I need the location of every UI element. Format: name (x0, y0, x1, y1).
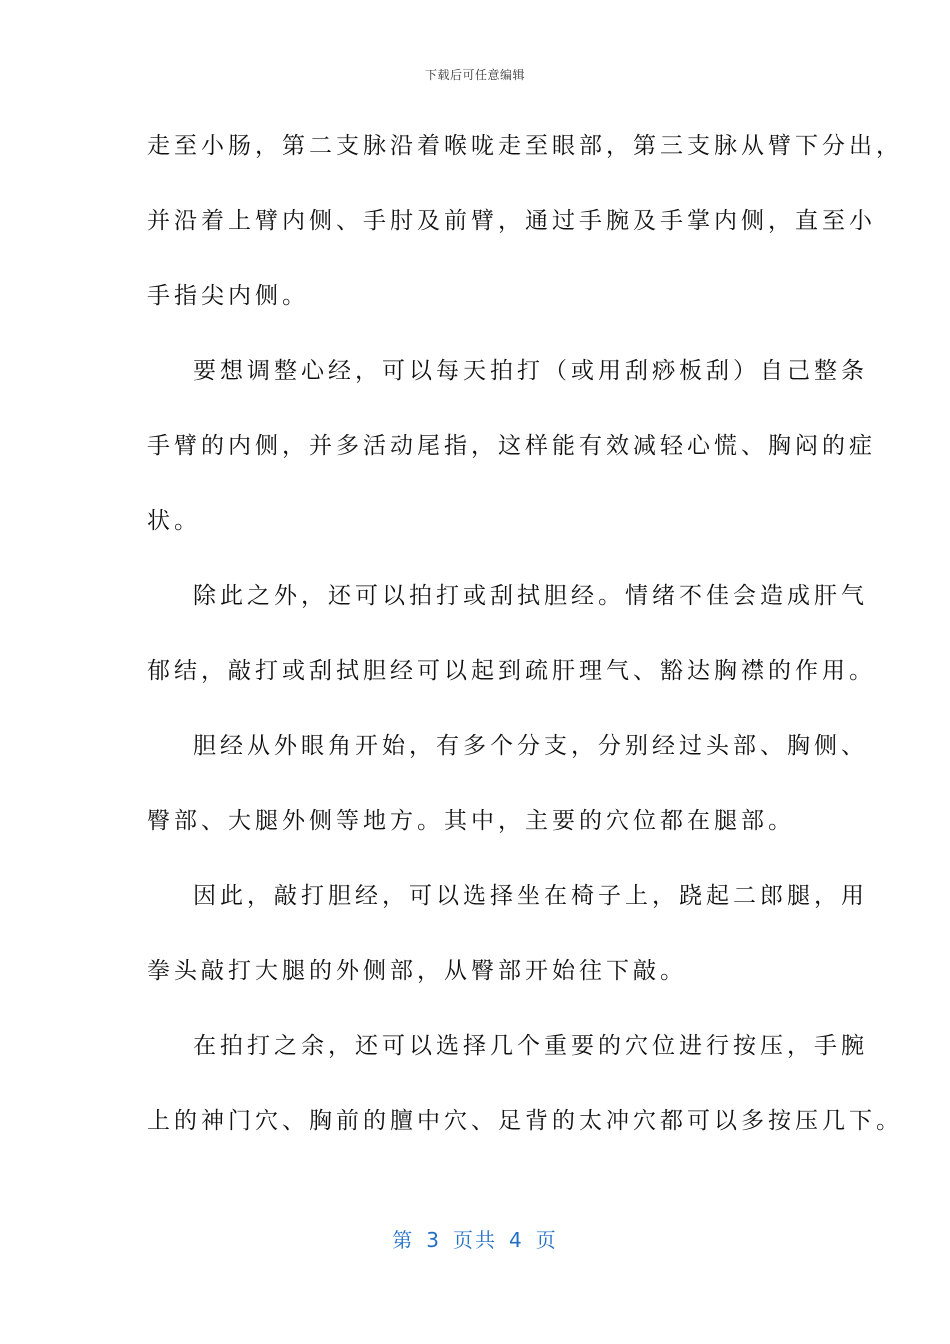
text-line: 手指尖内侧。 (147, 283, 309, 309)
text-line: 因此，敲打胆经，可以选择坐在椅子上，跷起二郎腿，用 (193, 883, 868, 909)
text-line: 拳头敲打大腿的外侧部，从臀部开始往下敲。 (147, 958, 687, 984)
text-line: 郁结，敲打或刮拭胆经可以起到疏肝理气、豁达胸襟的作用。 (147, 658, 876, 684)
page-header-note: 下载后可任意编辑 (424, 68, 525, 82)
text-line: 除此之外，还可以拍打或刮拭胆经。情绪不佳会造成肝气 (193, 583, 868, 609)
text-line: 要想调整心经，可以每天拍打（或用刮痧板刮）自己整条 (193, 358, 868, 384)
text-line: 状。 (147, 508, 201, 534)
document-body (147, 124, 903, 1174)
footer-middle: 页共 (453, 1228, 497, 1252)
text-line: 臀部、大腿外侧等地方。其中，主要的穴位都在腿部。 (147, 808, 795, 834)
text-line: 手臂的内侧，并多活动尾指，这样能有效减轻心慌、胸闷的症 (147, 433, 876, 459)
footer-prefix: 第 (392, 1228, 415, 1252)
footer-suffix: 页 (535, 1228, 558, 1252)
page-footer (0, 1224, 950, 1253)
text-line: 上的神门穴、胸前的膻中穴、足背的太冲穴都可以多按压几下。 (147, 1108, 903, 1134)
text-line: 走至小肠，第二支脉沿着喉咙走至眼部，第三支脉从臂下分出， (147, 133, 903, 159)
total-page-number: 4 (509, 1228, 524, 1252)
text-line: 在拍打之余，还可以选择几个重要的穴位进行按压，手腕 (193, 1033, 868, 1059)
text-line: 并沿着上臂内侧、手肘及前臂，通过手腕及手掌内侧，直至小 (147, 208, 876, 234)
text-line: 胆经从外眼角开始，有多个分支，分别经过头部、胸侧、 (193, 733, 868, 759)
current-page-number: 3 (426, 1228, 441, 1252)
